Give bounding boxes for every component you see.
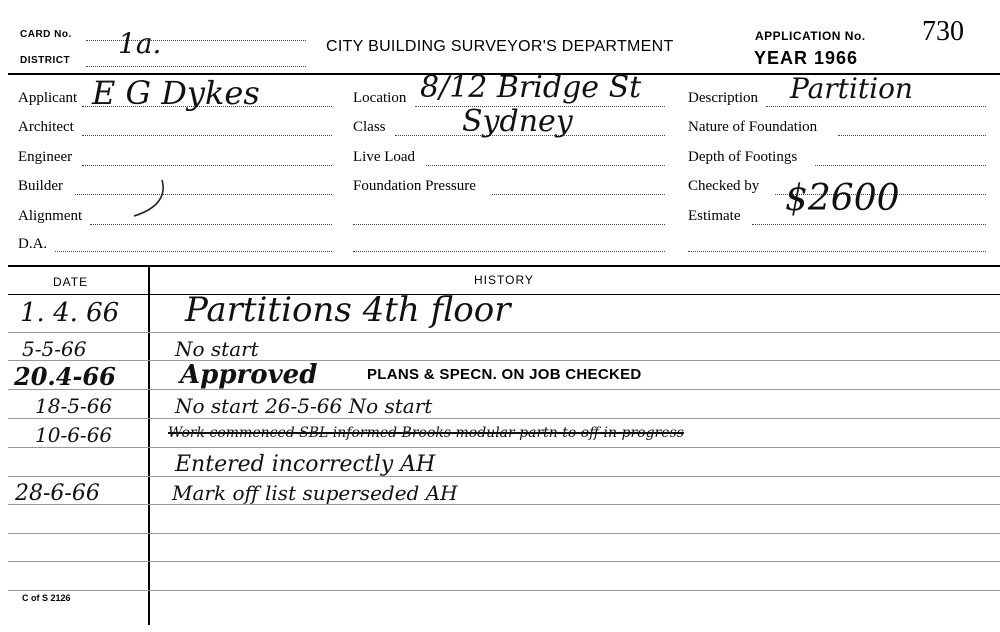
live-load-line — [426, 165, 665, 166]
application-number: 730 — [922, 16, 964, 47]
location-label: Location — [353, 90, 407, 106]
architect-line — [82, 135, 332, 136]
history-header: HISTORY — [474, 273, 534, 287]
table-row-date: 20.4-66 — [14, 362, 116, 391]
engineer-label: Engineer — [18, 149, 73, 165]
depth-of-footings-label: Depth of Footings — [688, 149, 798, 165]
row-rule — [8, 561, 1000, 562]
row-rule — [8, 533, 1000, 534]
nature-of-foundation-line — [838, 135, 986, 136]
architect-label: Architect — [18, 119, 74, 135]
form-code: C of S 2126 — [22, 593, 71, 603]
table-row-history: Entered incorrectly AH — [175, 452, 436, 477]
description-label: Description — [688, 90, 758, 106]
engineer-line — [82, 165, 332, 166]
district-label: DISTRICT — [20, 55, 71, 66]
row-rule — [8, 447, 1000, 448]
class-value: Sydney — [462, 104, 573, 139]
column3-blank-line — [688, 251, 986, 252]
row-rule — [8, 389, 1000, 390]
applicant-label: Applicant — [18, 90, 78, 106]
foundation-pressure-line — [492, 194, 665, 195]
table-row-date: 18-5-66 — [35, 394, 113, 418]
table-row-history: No start 26-5-66 No start — [175, 394, 433, 418]
column2-blank-line-1 — [353, 224, 665, 225]
date-header: DATE — [53, 275, 89, 289]
da-label: D.A. — [18, 236, 48, 252]
table-row-date: 5-5-66 — [22, 337, 87, 361]
row-rule — [8, 418, 1000, 419]
alignment-line — [90, 224, 332, 225]
table-row-date: 1. 4. 66 — [20, 298, 120, 328]
table-row-history: Approved — [180, 360, 318, 390]
column2-blank-line-2 — [353, 251, 665, 252]
checked-by-label: Checked by — [688, 178, 760, 194]
table-row-date: 28-6-66 — [15, 481, 100, 506]
description-value: Partition — [790, 72, 913, 105]
card-no-value: 1a. — [118, 27, 162, 60]
pen-stroke-mark — [120, 176, 170, 220]
description-line — [766, 106, 986, 107]
table-row-history: No start — [175, 337, 259, 361]
class-label: Class — [353, 119, 386, 135]
estimate-label: Estimate — [688, 208, 741, 224]
card-no-label: CARD No. — [20, 29, 72, 40]
row-rule — [8, 590, 1000, 591]
table-row-history: Partitions 4th floor — [185, 290, 511, 330]
row-rule — [8, 504, 1000, 505]
alignment-label: Alignment — [18, 208, 83, 224]
table-row-date: 10-6-66 — [35, 423, 113, 447]
department-title: CITY BUILDING SURVEYOR'S DEPARTMENT — [326, 38, 674, 55]
nature-of-foundation-label: Nature of Foundation — [688, 119, 818, 135]
foundation-pressure-label: Foundation Pressure — [353, 178, 476, 194]
location-value: 8/12 Bridge St — [420, 70, 642, 105]
builder-label: Builder — [18, 178, 63, 194]
row-rule — [8, 476, 1000, 477]
estimate-line — [752, 224, 986, 225]
approval-stamp: PLANS & SPECN. ON JOB CHECKED — [367, 366, 642, 383]
live-load-label: Live Load — [353, 149, 416, 165]
district-line — [86, 66, 306, 67]
applicant-value: E G Dykes — [92, 74, 260, 112]
row-rule — [8, 332, 1000, 333]
table-row-history: Mark off list superseded AH — [172, 481, 458, 505]
da-line — [55, 251, 332, 252]
year-label: YEAR 1966 — [754, 48, 859, 68]
date-column-divider — [148, 265, 150, 625]
estimate-value: $2600 — [785, 178, 900, 219]
builder-line — [75, 194, 332, 195]
depth-of-footings-line — [815, 165, 986, 166]
row-rule — [8, 360, 1000, 361]
table-top-rule — [8, 265, 1000, 267]
table-row-history-struck: Work commenced SBL informed Brooks modular partn to off in progress — [168, 425, 684, 441]
application-label: APPLICATION No. — [755, 29, 866, 43]
